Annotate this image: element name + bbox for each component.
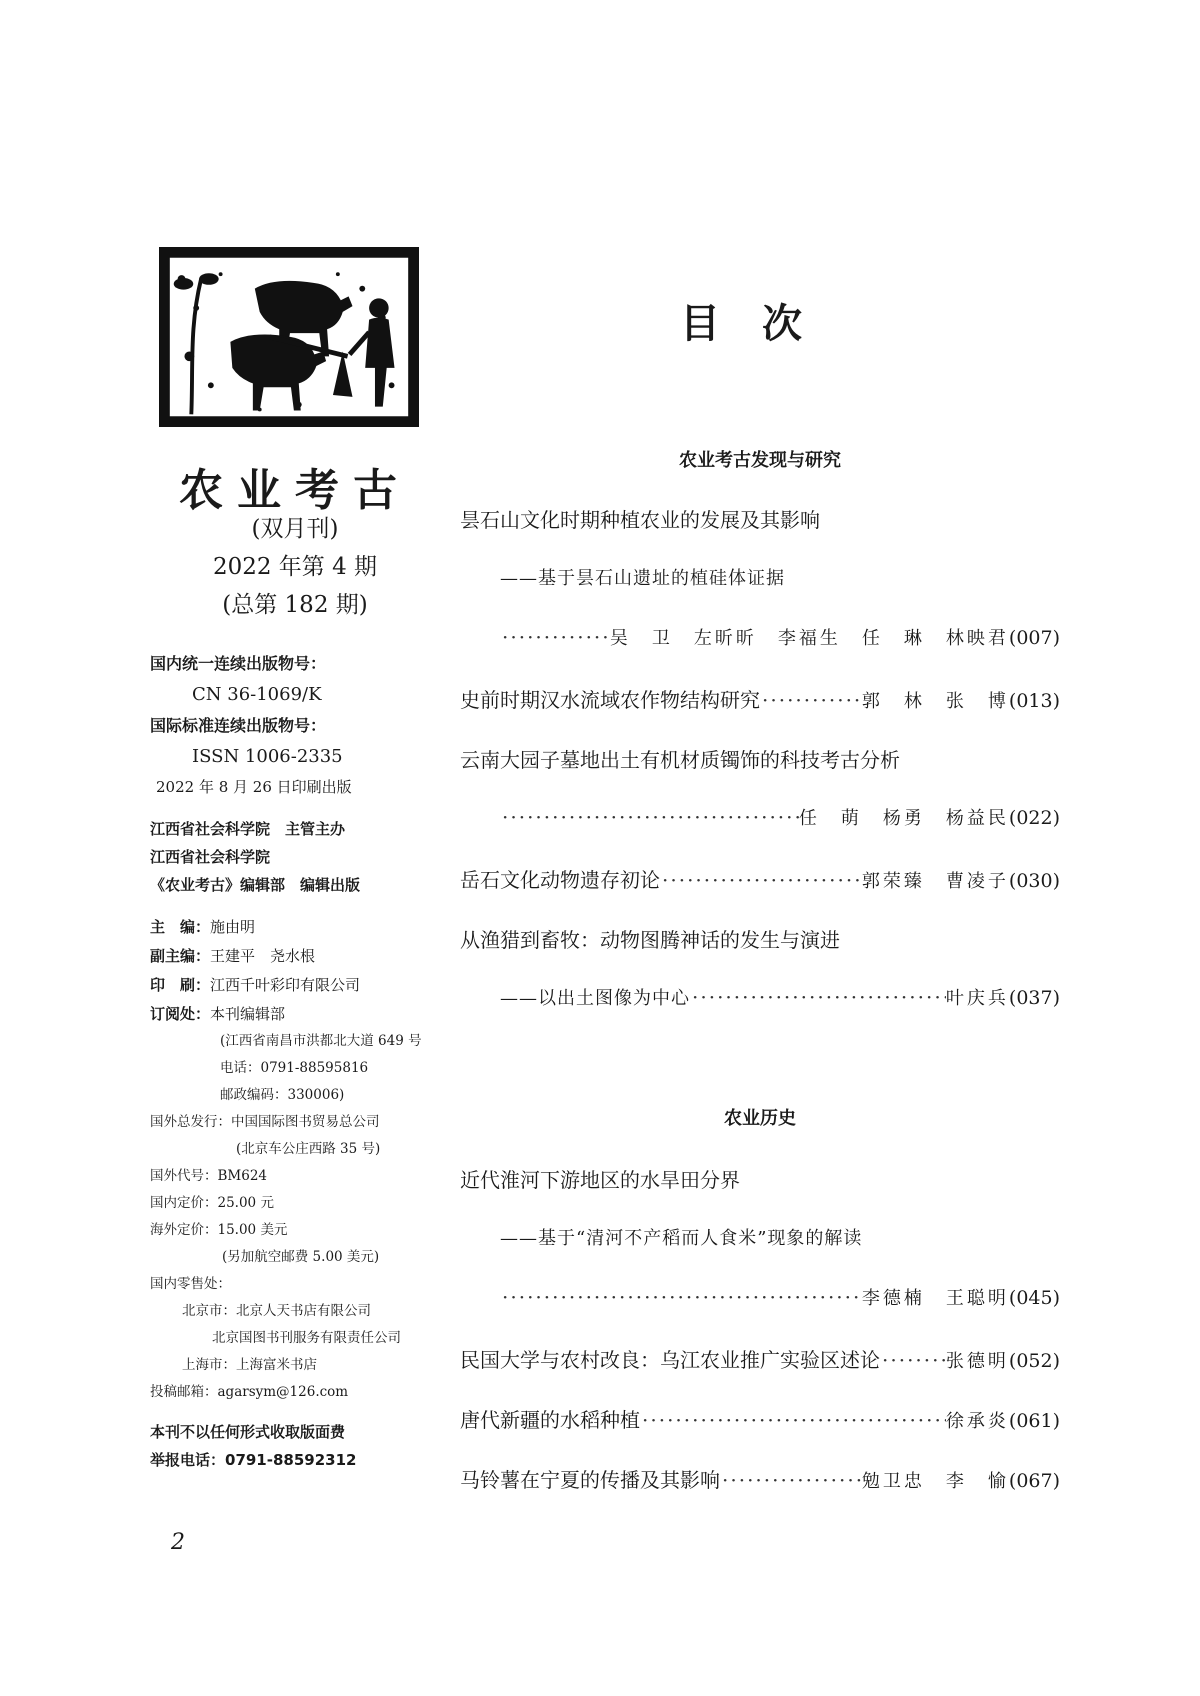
toc-entry[interactable] — [460, 984, 1060, 1012]
toc-entry[interactable] — [460, 1464, 1060, 1492]
toc-authors: 李德楠 王聪明 — [861, 1288, 1009, 1309]
address-line: 电话：0791-88595816 — [220, 1060, 369, 1076]
issn-label: 国际标准连续出版物号： — [150, 716, 327, 735]
staff-chief-editor — [150, 920, 460, 935]
toc-title: 民国大学与农村改良：乌江农业推广实验区述论 — [460, 1348, 880, 1372]
toc-leader — [660, 868, 862, 892]
journal-issue: 2022 年第 4 期 — [212, 554, 378, 580]
cn-value: CN 36-1069/K — [192, 684, 322, 705]
distribution-line: 北京国图书刊服务有限责任公司 — [212, 1330, 401, 1346]
journal-logo — [159, 247, 419, 427]
toc-title: 岳石文化动物遗存初论 — [460, 868, 660, 892]
toc-leader — [500, 1285, 862, 1309]
distribution-line: 北京市：北京人天书店有限公司 — [182, 1303, 371, 1319]
toc-title: 唐代新疆的水稻种植 — [460, 1408, 640, 1432]
toc-leader — [500, 805, 799, 829]
toc-entry[interactable] — [460, 924, 1060, 952]
toc-entry[interactable] — [460, 1164, 1060, 1192]
toc-entry[interactable] — [460, 564, 1060, 592]
address-line: (江西省南昌市洪都北大道 649 号 — [220, 1033, 422, 1049]
toc-entry[interactable] — [460, 504, 1060, 532]
sponsor-line: 江西省社会科学院 主管主办 — [150, 820, 346, 838]
toc-title: 史前时期汉水流域农作物结构研究 — [460, 688, 760, 712]
no-fee-notice: 本刊不以任何形式收取版面费 — [150, 1423, 346, 1441]
distribution-line: 上海市：上海富米书店 — [182, 1357, 317, 1373]
toc-page: (037) — [1008, 987, 1060, 1009]
toc-title: 近代淮河下游地区的水旱田分界 — [460, 1168, 740, 1192]
toc-authors: 任 萌 杨勇 杨益民 — [798, 808, 1009, 829]
page-number: 2 — [171, 1530, 185, 1555]
distribution-line: (北京车公庄西路 35 号) — [236, 1141, 381, 1157]
distribution-line: 国内定价：25.00 元 — [150, 1195, 274, 1211]
toc-title: 马铃薯在宁夏的传播及其影响 — [460, 1468, 720, 1492]
distribution-line: 国外代号：BM624 — [150, 1168, 268, 1184]
sponsor-line: 《农业考古》编辑部 编辑出版 — [150, 876, 361, 894]
staff-label: 副主编： — [150, 947, 211, 965]
toc-leader — [760, 688, 862, 712]
toc-entry[interactable] — [460, 1344, 1060, 1372]
staff-printer — [150, 978, 460, 993]
toc-leader — [500, 625, 610, 649]
toc-authors: 张德明 — [945, 1351, 1009, 1372]
toc-title: 昙石山文化时期种植农业的发展及其影响 — [460, 508, 820, 532]
staff-subscription — [150, 1007, 460, 1022]
toc-page: (030) — [1008, 870, 1060, 892]
staff-value: 江西千叶彩印有限公司 — [210, 976, 361, 994]
toc-title: 从渔猎到畜牧：动物图腾神话的发生与演进 — [460, 928, 840, 952]
print-date: 2022 年 8 月 26 日印刷出版 — [156, 778, 352, 796]
staff-label: 主 编： — [150, 918, 211, 936]
staff-label: 印 刷： — [150, 976, 211, 994]
toc-authors: 郭荣臻 曹凌子 — [861, 871, 1009, 892]
staff-deputy-editor — [150, 949, 460, 964]
toc-subtitle: ——基于“清河不产稻而人食米”现象的解读 — [500, 1228, 863, 1249]
toc-heading: 目次 — [680, 301, 844, 347]
journal-frequency: (双月刊) — [251, 516, 339, 542]
distribution-line: 国内零售处： — [150, 1276, 231, 1292]
toc-entry[interactable] — [460, 1404, 1060, 1432]
staff-value: 施由明 — [210, 918, 256, 936]
address-line: 邮政编码：330006) — [220, 1087, 345, 1103]
toc-leader — [690, 985, 946, 1009]
toc-subtitle: ——以出土图像为中心 — [500, 988, 690, 1009]
toc-authors: 郭 林 张 博 — [861, 691, 1009, 712]
toc-page: (022) — [1008, 807, 1060, 829]
distribution-line: 海外定价：15.00 美元 — [150, 1222, 288, 1238]
toc-authors: 叶庆兵 — [945, 988, 1009, 1009]
toc-page: (052) — [1008, 1350, 1060, 1372]
toc-entry[interactable] — [460, 804, 1060, 832]
toc-entry[interactable] — [460, 864, 1060, 892]
toc-page: (045) — [1008, 1287, 1060, 1309]
cn-label: 国内统一连续出版物号： — [150, 654, 327, 673]
staff-label: 订阅处： — [150, 1005, 211, 1023]
toc-page: (013) — [1008, 690, 1060, 712]
toc-leader — [720, 1468, 862, 1492]
journal-total-issue: (总第 182 期) — [222, 592, 368, 618]
toc-title: 云南大园子墓地出土有机材质镯饰的科技考古分析 — [460, 748, 900, 772]
toc-entry[interactable] — [460, 1284, 1060, 1312]
toc-page: (061) — [1008, 1410, 1060, 1432]
distribution-line: 国外总发行：中国国际图书贸易总公司 — [150, 1114, 380, 1130]
toc-page: (067) — [1008, 1470, 1060, 1492]
toc-entry[interactable] — [460, 744, 1060, 772]
staff-value: 本刊编辑部 — [210, 1005, 286, 1023]
toc-entry[interactable] — [460, 684, 1060, 712]
distribution-line: (另加航空邮费 5.00 美元) — [222, 1249, 380, 1265]
section-title: 农业历史 — [724, 1108, 796, 1129]
toc-leader — [640, 1408, 946, 1432]
report-phone: 举报电话：0791-88592312 — [150, 1451, 357, 1469]
staff-value: 王建平 尧水根 — [210, 947, 316, 965]
toc-authors: 徐承炎 — [945, 1411, 1009, 1432]
section-title: 农业考古发现与研究 — [679, 450, 841, 471]
sponsor-line: 江西省社会科学院 — [150, 848, 271, 866]
issn-value: ISSN 1006-2335 — [192, 746, 343, 767]
toc-leader — [880, 1348, 946, 1372]
ox-plough-woodcut-icon — [162, 250, 416, 424]
toc-entry[interactable] — [460, 1224, 1060, 1252]
toc-authors: 吴 卫 左昕昕 李福生 任 琳 林映君 — [609, 628, 1009, 649]
toc-entry[interactable] — [460, 624, 1060, 652]
submission-email: 投稿邮箱：agarsym@126.com — [150, 1384, 349, 1400]
toc-subtitle: ——基于昙石山遗址的植硅体证据 — [500, 568, 785, 589]
toc-page: (007) — [1008, 627, 1060, 649]
journal-title: 农业考古 — [179, 465, 411, 516]
toc-authors: 勉卫忠 李 愉 — [861, 1471, 1009, 1492]
